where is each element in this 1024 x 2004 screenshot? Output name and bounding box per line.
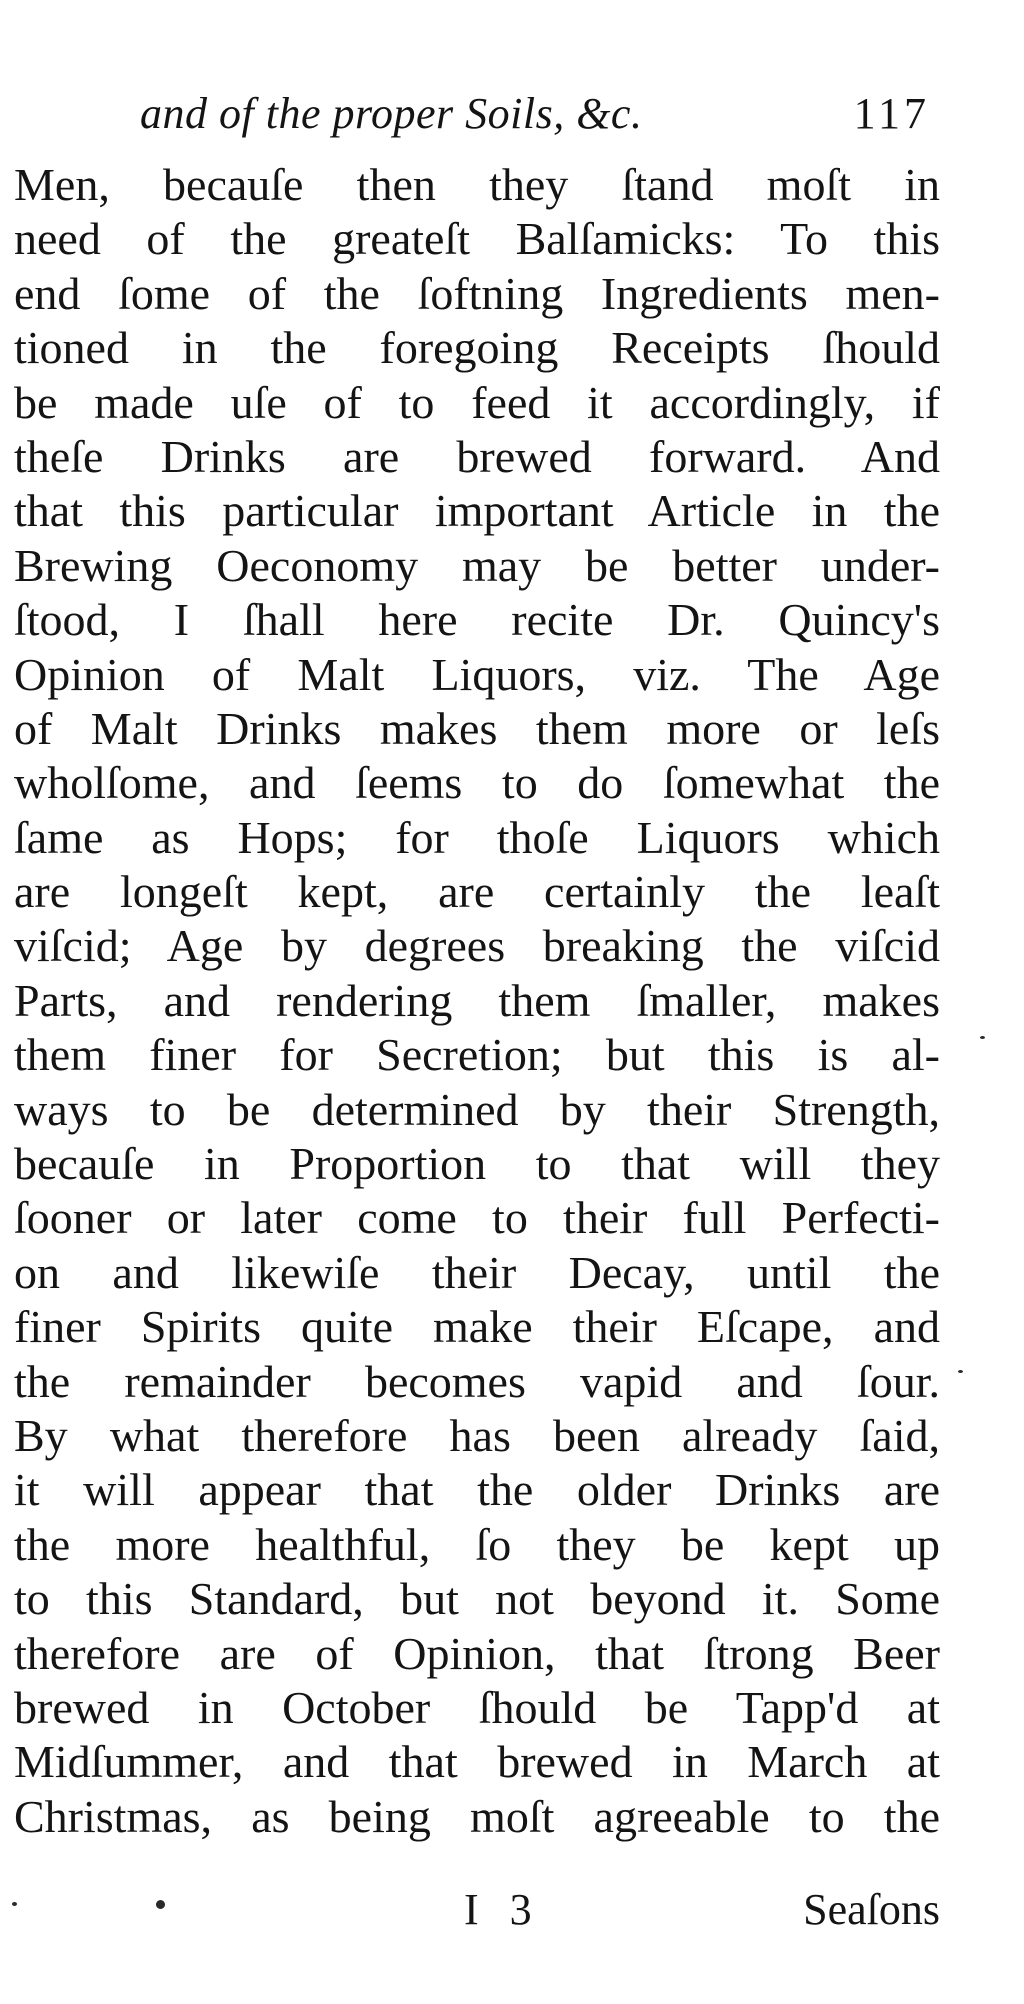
text-line: By what therefore has been already ſaid, [14,1409,940,1461]
text-line: are longeſt kept, are certainly the leaſt [14,866,940,918]
text-line: Men, becauſe then they ſtand moſt in [14,159,940,210]
text-line: on and likewiſe their Decay, until the [14,1246,940,1298]
text-line: therefore are of Opinion, that ſtrong Beer [14,1627,940,1679]
text-line: end ſome of the ſoftning Ingredients men- [14,267,940,319]
text-line: them finer for Secretion; but this is al- [14,1029,940,1081]
running-head [140,84,930,144]
ink-speck [958,1370,963,1373]
ink-speck [12,1902,17,1906]
text-line: theſe Drinks are brewed forward. And [14,430,940,482]
page-number: 117 [853,89,930,138]
text-line: ſtood, I ſhall here recite Dr. Quincy's [14,594,940,646]
body-text [14,158,940,1844]
text-line: the remainder becomes vapid and ſour. [14,1355,940,1407]
catchword: Seaſons [803,1885,940,1934]
text-line: be made uſe of to feed it accordingly, if [14,376,940,428]
text-line: Brewing Oeconomy may be better under- [14,539,940,591]
page-footer [14,1880,940,1940]
text-line: wholſome, and ſeems to do ſomewhat the [14,757,940,809]
text-line: ways to be determined by their Strength, [14,1083,940,1135]
signature-mark: I 3 [464,1885,542,1934]
text-line: tioned in the foregoing Receipts ſhould [14,322,940,374]
text-line: ſooner or later come to their full Perfecti- [14,1192,940,1244]
text-line: Parts, and rendering them ſmaller, makes [14,974,940,1026]
text-line: Opinion of Malt Liquors, viz. The Age [14,648,940,700]
text-line: that this particular important Article in the [14,485,940,537]
text-line: Christmas, as being moſt agreeable to the [14,1790,940,1842]
ink-speck [980,1036,985,1039]
text-line: of Malt Drinks makes them more or leſs [14,702,940,754]
ink-speck [156,1900,165,1909]
text-line: the more healthful, ſo they be kept up [14,1518,940,1570]
running-title: and of the proper Soils, &c. [140,89,643,138]
text-line: brewed in October ſhould be Tapp'd at [14,1681,940,1733]
text-line: finer Spirits quite make their Eſcape, and [14,1301,940,1353]
text-line: to this Standard, but not beyond it. Some [14,1573,940,1625]
text-line: ſame as Hops; for thoſe Liquors which [14,811,940,863]
text-line: Midſummer, and that brewed in March at [14,1736,940,1788]
text-line: viſcid; Age by degrees breaking the viſcid [14,920,940,972]
text-line: becauſe in Proportion to that will they [14,1138,940,1190]
text-line: need of the greateſt Balſamicks: To this [14,213,940,265]
text-line: it will appear that the older Drinks are [14,1464,940,1516]
